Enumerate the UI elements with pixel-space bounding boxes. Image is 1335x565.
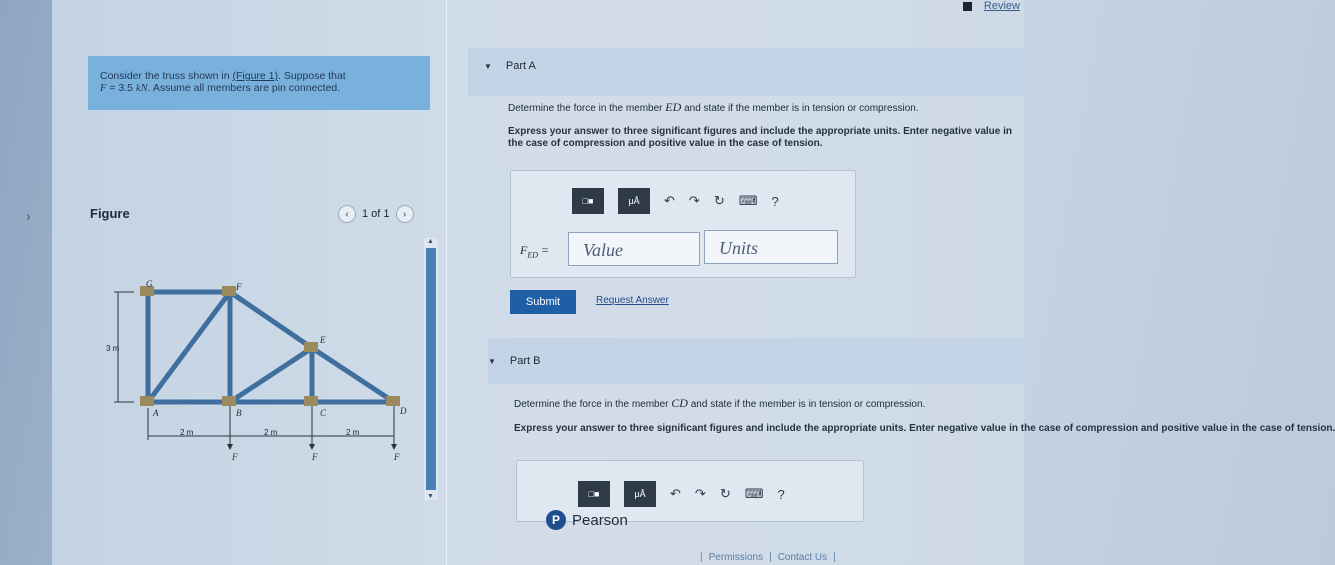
member-af: [148, 292, 230, 402]
load-label-3: F: [394, 452, 400, 462]
figure-heading: Figure: [90, 206, 130, 221]
part-b-instructions: Express your answer to three significant figures and include the appropriate units. Enter negative value in the case of compression and positive value in the case of tension.: [514, 423, 1335, 434]
f-ed-subscript: ED: [527, 250, 539, 260]
submit-button[interactable]: Submit: [510, 290, 576, 314]
part-b-member-var: CD: [671, 396, 688, 410]
request-answer-link[interactable]: Request Answer: [596, 295, 669, 306]
part-a-title: Part A: [505, 60, 536, 72]
node-label-e: E: [320, 335, 326, 345]
node-label-c: C: [320, 408, 327, 418]
redo-icon-b[interactable]: ↷: [694, 486, 706, 501]
f-ed-symbol: F: [520, 243, 528, 257]
part-a-toolbar: [572, 188, 779, 214]
force-value: = 3.5: [106, 82, 136, 94]
part-a-prompt-start: Determine the force in the member: [508, 103, 666, 114]
pane-divider: [446, 0, 447, 565]
redo-icon[interactable]: ↷: [688, 193, 700, 208]
part-a-member-var: ED: [665, 100, 682, 114]
collapse-part-a-icon[interactable]: ▼: [484, 61, 492, 71]
load-label-2: F: [312, 452, 318, 462]
part-b-toolbar: [578, 481, 785, 507]
keyboard-icon-b[interactable]: ⌨: [744, 486, 764, 501]
keyboard-icon[interactable]: ⌨: [738, 193, 758, 208]
node-label-f: F: [236, 282, 242, 292]
question-statement: [88, 56, 430, 110]
part-b-header[interactable]: [488, 355, 541, 367]
collapse-part-b-icon[interactable]: ▼: [488, 356, 496, 366]
contact-us-link[interactable]: Contact Us: [777, 552, 828, 563]
units-button[interactable]: μÅ: [618, 188, 650, 214]
node-label-b: B: [236, 408, 242, 418]
footer-links: [700, 552, 836, 563]
height-dimension: 3 m: [106, 344, 120, 353]
part-b-title: Part B: [509, 355, 541, 367]
load-label-1: F: [232, 452, 238, 462]
pearson-name: Pearson: [572, 511, 628, 529]
review-icon: [963, 2, 972, 11]
span-dimension-2: 2 m: [264, 428, 278, 437]
expand-sidebar-icon[interactable]: ›: [26, 208, 31, 224]
scroll-down-icon[interactable]: ▼: [427, 493, 434, 500]
help-button-b[interactable]: ?: [777, 486, 785, 502]
units-input[interactable]: [704, 230, 838, 264]
span-dimension-1: 2 m: [180, 428, 194, 437]
f-ed-equals: =: [538, 243, 550, 257]
value-input[interactable]: [568, 232, 700, 266]
figure-pager: [338, 205, 414, 223]
part-a-header-band: [468, 48, 1024, 96]
part-a-prompt: [508, 101, 1018, 115]
figure-scrollbar[interactable]: [424, 238, 438, 500]
node-label-a: A: [153, 408, 159, 418]
reset-icon-b[interactable]: ↻: [719, 486, 731, 501]
footer-separator-3: |: [833, 552, 836, 563]
question-text-mid: . Suppose that: [278, 70, 346, 82]
pearson-brand: [546, 510, 628, 530]
question-text-end: . Assume all members are pin connected.: [147, 82, 341, 94]
figure-link[interactable]: (Figure 1): [232, 70, 278, 82]
undo-icon[interactable]: ↶: [664, 193, 675, 208]
member-ed: [312, 348, 394, 402]
node-label-d: D: [400, 406, 407, 416]
node-label-g: G: [146, 279, 153, 289]
member-be: [230, 348, 312, 402]
units-button-b[interactable]: μÅ: [624, 481, 656, 507]
force-variable: F: [100, 83, 107, 94]
templates-button-b[interactable]: □■: [578, 481, 610, 507]
reset-icon[interactable]: ↻: [713, 193, 725, 208]
force-unit: kN: [135, 83, 148, 94]
part-b-prompt-end: and state if the member is in tension or compression.: [687, 399, 926, 410]
member-fe: [230, 292, 312, 348]
pager-count: 1 of 1: [362, 208, 390, 220]
part-a-header[interactable]: [484, 60, 536, 72]
scroll-thumb[interactable]: [426, 248, 436, 490]
templates-button[interactable]: □■: [572, 188, 604, 214]
help-button[interactable]: ?: [771, 193, 779, 209]
f-ed-label: [520, 243, 549, 259]
permissions-link[interactable]: Permissions: [708, 552, 764, 563]
review-link[interactable]: Review: [983, 0, 1020, 12]
part-b-header-band: [488, 338, 1024, 384]
scroll-up-icon[interactable]: ▲: [427, 238, 434, 245]
part-a-prompt-end: and state if the member is in tension or compression.: [681, 103, 919, 114]
undo-icon-b[interactable]: ↶: [670, 486, 681, 501]
part-a-instructions: Express your answer to three significant figures and include the appropriate units. Enter negative value in the case of compression and positive value in the case of tension.: [508, 126, 1013, 149]
footer-separator-1: |: [700, 552, 703, 563]
next-figure-button[interactable]: ›: [396, 205, 414, 223]
span-dimension-3: 2 m: [346, 428, 360, 437]
part-b-prompt: [514, 397, 1022, 411]
pearson-logo-icon: P: [546, 510, 566, 530]
truss-figure: [104, 278, 424, 468]
question-text-start: Consider the truss shown in: [100, 70, 233, 82]
footer-separator-2: |: [769, 552, 772, 563]
prev-figure-button[interactable]: ‹: [338, 205, 356, 223]
part-b-prompt-start: Determine the force in the member: [514, 399, 672, 410]
